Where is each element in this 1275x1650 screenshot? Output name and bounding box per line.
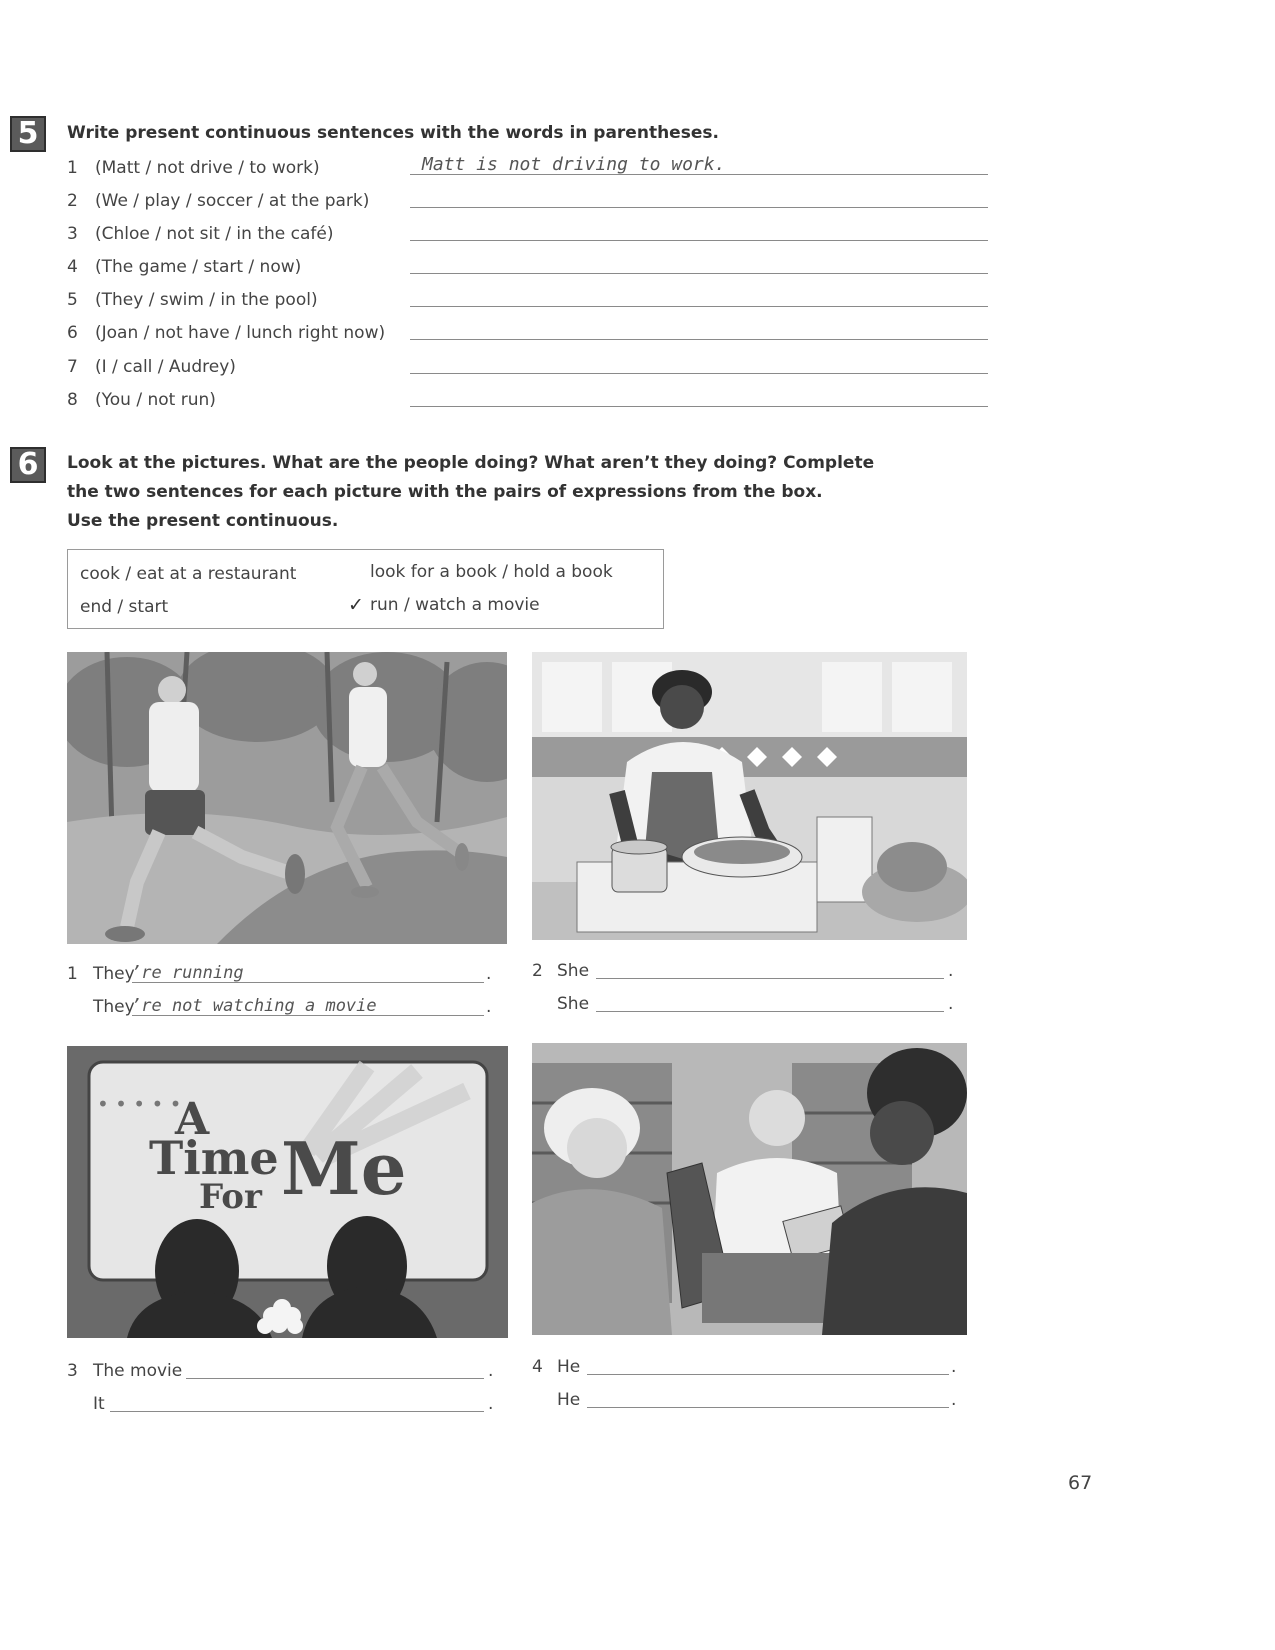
item-number: 3 [67,1361,78,1381]
item-prompt: (We / play / soccer / at the park) [95,191,370,211]
answer-line[interactable] [410,339,988,340]
exercise-6-instruction-line-2: the two sentences for each picture with the pairs of expressions from the box. [67,482,823,502]
expression: end / start [80,597,169,617]
answer-line[interactable] [110,1411,484,1412]
page-number: 67 [1068,1472,1093,1494]
answer-line[interactable] [132,982,484,983]
exercise-6-badge: 6 [10,447,46,483]
sentence-prefix: They [93,997,135,1017]
sentence-prefix: The movie [93,1361,183,1381]
answer-line[interactable] [587,1407,949,1408]
sentence-prefix: They [93,964,135,984]
sentence-prefix: He [557,1390,581,1410]
item-number: 7 [67,357,78,377]
answer-line[interactable] [410,207,988,208]
picture-movie [67,1046,508,1338]
exercise-5-instruction: Write present continuous sentences with the words in parentheses. [67,123,719,143]
item-prompt: (Chloe / not sit / in the café) [95,224,334,244]
item-number: 2 [67,191,78,211]
answer-line[interactable] [596,978,944,979]
exercise-6-instruction-line-3: Use the present continuous. [67,511,339,531]
sentence-prefix: He [557,1357,581,1377]
item-prompt: (I / call / Audrey) [95,357,236,377]
item-prompt: (They / swim / in the pool) [95,290,318,310]
item-number: 6 [67,323,78,343]
movie-title-time: Time [149,1131,279,1185]
check-mark-icon: ✓ [348,594,364,616]
picture-runners [67,652,507,944]
picture-cooking [532,652,967,940]
exercise-6-instruction-line-1: Look at the pictures. What are the people doing? What aren’t they doing? Complete [67,453,875,473]
item-prompt: (Matt / not drive / to work) [95,158,320,178]
expression: cook / eat at a restaurant [80,564,297,584]
period: . [948,961,954,981]
exercise-5-badge: 5 [10,116,46,152]
movie-title-for: For [199,1177,262,1217]
item-number: 3 [67,224,78,244]
answer-line[interactable] [410,273,988,274]
expression: run / watch a movie [370,595,540,615]
period: . [488,1394,494,1414]
item-number: 1 [67,158,78,178]
answer-line[interactable] [410,373,988,374]
movie-title-a: A [175,1094,210,1145]
item-number: 4 [67,257,78,277]
handwritten-answer: ’re running [131,963,244,983]
item-prompt: (You / not run) [95,390,216,410]
period: . [488,1361,494,1381]
period: . [951,1390,957,1410]
item-number: 1 [67,964,78,984]
handwritten-answer: ’re not watching a movie [131,996,377,1016]
period: . [951,1357,957,1377]
answer-line[interactable] [596,1011,944,1012]
answer-line[interactable] [186,1378,484,1379]
movie-title-me: Me [281,1126,407,1211]
answer-line[interactable] [410,406,988,407]
expressions-box [67,549,664,629]
sentence-prefix: She [557,994,590,1014]
answer-line[interactable] [587,1374,949,1375]
sentence-prefix: She [557,961,590,981]
answer-line[interactable] [410,240,988,241]
sentence-prefix: It [93,1394,105,1414]
answer-line[interactable] [132,1015,484,1016]
answer-line[interactable] [410,306,988,307]
handwritten-answer: Matt is not driving to work. [422,154,726,175]
item-prompt: (The game / start / now) [95,257,302,277]
item-number: 4 [532,1357,543,1377]
period: . [486,997,492,1017]
picture-library [532,1043,967,1335]
period: . [948,994,954,1014]
item-number: 8 [67,390,78,410]
svg-text:• • • • •: • • • • • [97,1092,182,1116]
item-number: 2 [532,961,543,981]
period: . [486,964,492,984]
expression: look for a book / hold a book [370,562,613,582]
item-number: 5 [67,290,78,310]
item-prompt: (Joan / not have / lunch right now) [95,323,386,343]
